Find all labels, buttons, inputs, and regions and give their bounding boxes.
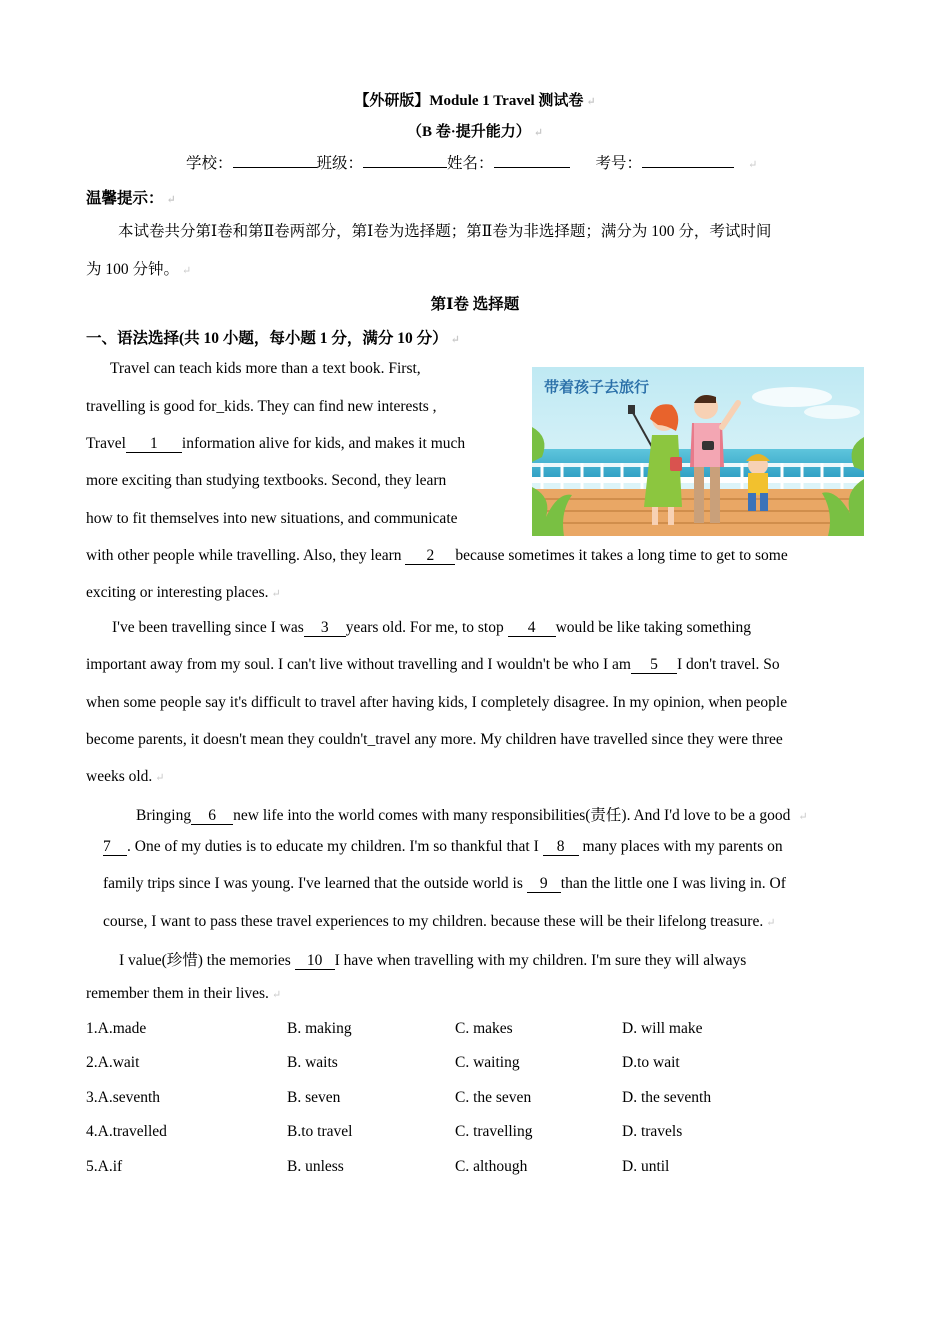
passage-text: I value(珍惜) the memories bbox=[119, 952, 295, 969]
blank-5[interactable]: 5 bbox=[631, 657, 677, 674]
option-d[interactable]: D. travels bbox=[622, 1123, 683, 1140]
option-c[interactable]: C. the seven bbox=[455, 1089, 532, 1106]
option-a[interactable]: 3.A.seventh bbox=[86, 1089, 161, 1106]
blank-4[interactable]: 4 bbox=[508, 620, 556, 637]
option-b[interactable]: B.to travel bbox=[287, 1123, 353, 1140]
exam-subtitle: （B 卷·提升能力） ↵ bbox=[407, 124, 543, 140]
tips-line-1: 本试卷共分第Ⅰ卷和第Ⅱ卷两部分，第Ⅰ卷为选择题；第Ⅱ卷为非选择题；满分为 100 分，考试时间 bbox=[118, 223, 772, 240]
passage-text: exciting or interesting places. bbox=[86, 584, 269, 601]
blank-9[interactable]: 9 bbox=[527, 876, 561, 893]
option-c[interactable]: C. waiting bbox=[455, 1054, 520, 1071]
passage-text: I have when travelling with my children. I'm sure they will always bbox=[334, 952, 747, 969]
blank-2[interactable]: 2 bbox=[405, 548, 455, 565]
option-b[interactable]: B. making bbox=[287, 1020, 352, 1037]
passage-text: than the little one I was living in. Of bbox=[560, 875, 786, 892]
option-b[interactable]: B. unless bbox=[287, 1158, 344, 1175]
option-d[interactable]: D. until bbox=[622, 1158, 670, 1175]
passage-text: Travel bbox=[86, 435, 126, 452]
passage-line bbox=[103, 875, 786, 893]
class-label: 班级： bbox=[316, 155, 364, 172]
passage-text: I've been travelling since I was bbox=[112, 619, 304, 636]
passage-line: become parents, it doesn't mean they couldn't_travel any more. My children have travelled since they were three bbox=[86, 731, 783, 748]
passage-text: years old. For me, to stop bbox=[345, 619, 508, 636]
passage-text: course, I want to pass these travel experiences to my children. because these will be their lifelong treasure. bbox=[103, 913, 764, 930]
passage-text: weeks old. bbox=[86, 768, 153, 785]
passage-text: remember them in their lives. bbox=[86, 985, 269, 1002]
travel-illustration bbox=[532, 367, 864, 536]
tips-line-2-text: 为 100 分钟。 bbox=[86, 261, 180, 278]
name-field[interactable] bbox=[494, 167, 570, 168]
blank-7[interactable]: 7 bbox=[103, 839, 127, 856]
exam-title-text: 【外研版】Module 1 Travel 测试卷 bbox=[354, 93, 584, 109]
option-c[interactable]: C. makes bbox=[455, 1020, 513, 1037]
option-a[interactable]: 5.A.if bbox=[86, 1158, 123, 1175]
passage-line: how to fit themselves into new situations, and communicate bbox=[86, 510, 458, 527]
passage-line bbox=[103, 838, 783, 856]
passage-text: information alive for kids, and makes it much bbox=[181, 435, 466, 452]
passage-line: exciting or interesting places. ↵ bbox=[86, 584, 281, 601]
option-d[interactable]: D.to wait bbox=[622, 1054, 680, 1071]
school-field[interactable] bbox=[233, 167, 317, 168]
passage-line: remember them in their lives. ↵ bbox=[86, 985, 282, 1002]
school-label: 学校： bbox=[186, 155, 233, 172]
passage-text: I don't travel. So bbox=[676, 656, 780, 673]
blank-3[interactable]: 3 bbox=[304, 620, 346, 637]
name-label: 姓名： bbox=[447, 155, 494, 172]
option-b[interactable]: B. waits bbox=[287, 1054, 338, 1071]
exam-no-label: 考号： bbox=[595, 155, 643, 172]
passage-text: . One of my duties is to educate my children. I'm so thankful that I bbox=[127, 838, 543, 855]
exam-no-field[interactable] bbox=[642, 167, 734, 168]
passage-line: Bringing 6 new life into the world comes with many responsibilities(责任). And I'd love to be a good ↵ bbox=[136, 807, 808, 824]
passage-text: new life into the world comes with many responsibilities(责任). And I'd love to be a good bbox=[233, 807, 791, 824]
passage-text: with other people while travelling. Also, they learn bbox=[86, 547, 406, 564]
option-c[interactable]: C. although bbox=[455, 1158, 528, 1175]
passage-text: important away from my soul. I can't live without travelling and I wouldn't be who I am bbox=[86, 656, 631, 673]
passage-text: family trips since I was young. I've learned that the outside world is bbox=[103, 875, 527, 892]
class-field[interactable] bbox=[363, 167, 447, 168]
part-title-text: 一、语法选择(共 10 小题，每小题 1 分，满分 10 分） bbox=[86, 330, 448, 347]
section-title: 第Ⅰ卷 选择题 bbox=[430, 296, 520, 313]
exam-subtitle-text: （B 卷·提升能力） bbox=[407, 124, 531, 140]
option-a[interactable]: 4.A.travelled bbox=[86, 1123, 167, 1140]
passage-line bbox=[119, 948, 746, 970]
illustration-caption: 带着孩子去旅行 bbox=[544, 378, 650, 396]
passage-line bbox=[86, 435, 465, 453]
option-d[interactable]: D. the seventh bbox=[622, 1089, 712, 1106]
option-d[interactable]: D. will make bbox=[622, 1020, 703, 1037]
passage-line: when some people say it's difficult to travel after having kids, I completely disagree. In my opinion, when people bbox=[86, 694, 788, 711]
option-c[interactable]: C. travelling bbox=[455, 1123, 533, 1140]
passage-line: Travel can teach kids more than a text book. First, bbox=[110, 360, 421, 377]
tips-heading-text: 温馨提示： bbox=[86, 190, 164, 207]
option-a[interactable]: 1.A.made bbox=[86, 1020, 147, 1037]
passage-line bbox=[86, 547, 788, 565]
blank-1[interactable]: 1 bbox=[126, 436, 182, 453]
student-info-line: 学校： 班级： 姓名： 考号： ↵ bbox=[186, 155, 758, 172]
passage-line bbox=[112, 619, 751, 637]
passage-line: weeks old. ↵ bbox=[86, 768, 165, 785]
passage-text: Bringing bbox=[136, 807, 192, 824]
passage-text: would be like taking something bbox=[555, 619, 752, 636]
passage-line: course, I want to pass these travel experiences to my children. because these will be their lifelong treasure. ↵ bbox=[103, 913, 776, 930]
passage-line bbox=[86, 656, 780, 674]
option-a[interactable]: 2.A.wait bbox=[86, 1054, 140, 1071]
passage-text: because sometimes it takes a long time to get to some bbox=[455, 547, 788, 564]
tips-line-2: 为 100 分钟。 ↵ bbox=[86, 261, 192, 278]
passage-text: many places with my parents on bbox=[578, 838, 783, 855]
blank-8[interactable]: 8 bbox=[543, 839, 579, 856]
option-b[interactable]: B. seven bbox=[287, 1089, 341, 1106]
exam-title: 【外研版】Module 1 Travel 测试卷 ↵ bbox=[354, 93, 596, 109]
passage-line: travelling is good for_kids. They can find new interests , bbox=[86, 398, 437, 415]
blank-10[interactable]: 10 bbox=[295, 953, 335, 970]
passage-line: more exciting than studying textbooks. Second, they learn bbox=[86, 472, 447, 489]
blank-6[interactable]: 6 bbox=[191, 808, 233, 825]
part-title: 一、语法选择(共 10 小题，每小题 1 分，满分 10 分） ↵ bbox=[86, 330, 460, 347]
tips-heading: 温馨提示： ↵ bbox=[86, 190, 176, 207]
